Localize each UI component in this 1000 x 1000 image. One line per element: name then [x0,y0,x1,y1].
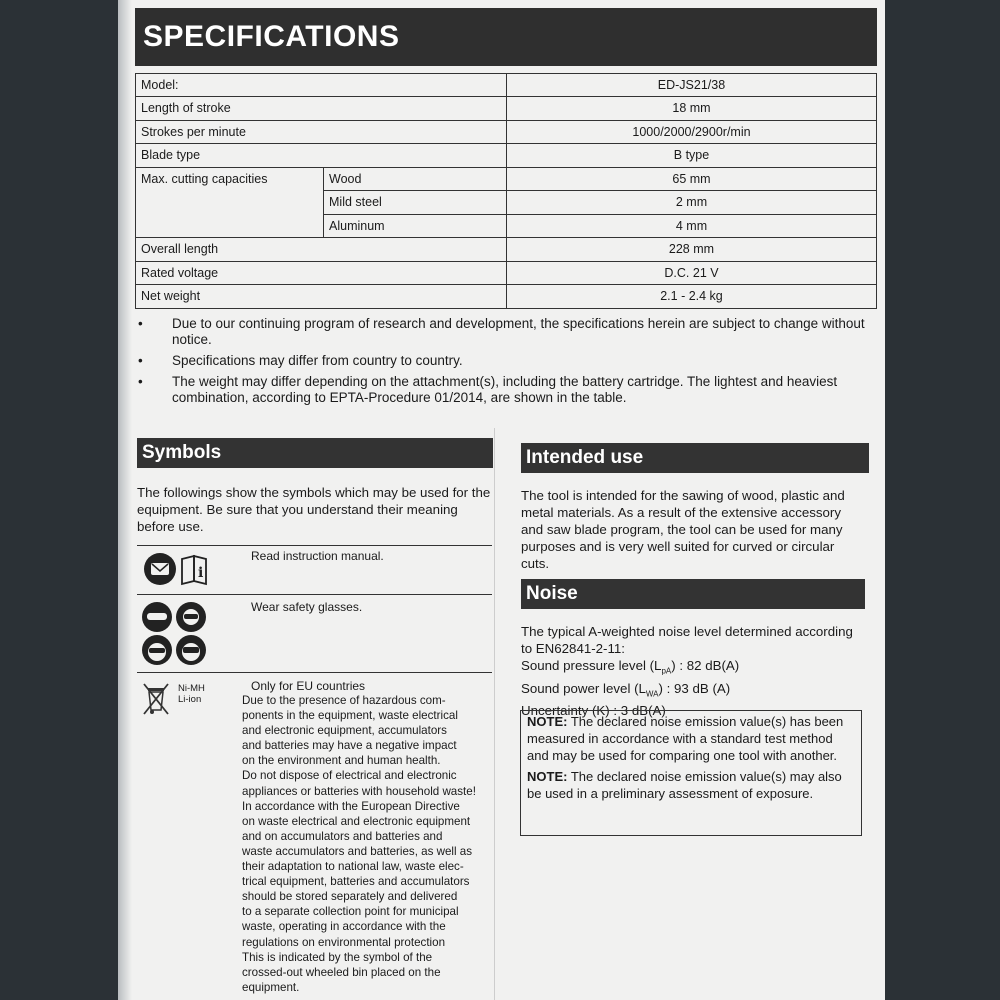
table-cell-label: Strokes per minute [136,120,507,144]
text-line: In accordance with the European Directive [242,799,460,813]
note-text: The declared noise emission value(s) has been measured in accordance with a standard test method and may be used for comparing one tool with another. [527,714,844,763]
spec-notes [138,316,868,411]
bullet: • [138,374,143,389]
text-part: ) : 82 dB(A) [671,658,740,673]
note-label: NOTE: [527,714,568,729]
text-line: ponents in the equipment, waste electrical [242,709,458,723]
text-line: Due to the presence of hazardous com- [242,694,446,707]
text-line: Do not dispose of electrical and electronic [242,769,457,783]
table-cell-value: 18 mm [506,97,876,121]
table-cell-sublabel: Mild steel [324,191,507,215]
note-text: The weight may differ depending on the attachment(s), including the battery cartridge. The lightest and heaviest combination, according to EPTA-Procedure 01/2014, are shown in the table. [172,374,838,405]
battery-label: Ni-MH [178,683,205,694]
noise-note-box [520,710,862,836]
bullet: • [138,316,143,331]
text-line: their adaptation to national law, waste elec- [242,860,464,874]
subscript: pA [661,666,672,676]
text-line: waste, operating in accordance with the [242,920,446,934]
table-cell-label: Net weight [136,285,507,309]
table-row [136,74,877,97]
text-line: waste accumulators and batteries, as well as [242,844,473,858]
table-cell-value: ED-JS21/38 [506,74,876,97]
battery-label: Li-ion [178,694,202,705]
table-cell-value: 65 mm [506,167,876,191]
uncertainty: Uncertainty (K) : 3 dB(A) [521,703,666,719]
table-cell-value: 2.1 - 2.4 kg [506,285,876,309]
list-item [138,316,868,348]
battery-type-labels [178,683,205,705]
intended-use-heading [521,443,869,473]
sound-power-level [521,680,861,703]
divider [137,545,492,546]
note-2 [527,768,855,802]
bullet: • [138,353,143,368]
table-row [136,238,877,262]
symbols-intro: The followings show the symbols which may be used for the equipment. Be sure that you understand their meaning before use. [137,485,491,534]
text-line: and on accumulators and batteries and [242,829,443,843]
divider [137,672,492,673]
sound-pressure-level [521,657,861,680]
text-line: and electronic equipment, accumulators [242,724,447,738]
noise-section [521,623,861,719]
noise-heading-text: Noise [526,583,578,604]
table-cell-label: Overall length [136,238,507,262]
intended-use-text: The tool is intended for the sawing of wood, plastic and metal materials. As a result of the extensive accessory and saw blade program, the tool can be used for many purposes and is very well suited for curved or circular cuts. [521,488,845,571]
note-text: Due to our continuing program of research and development, the specifications herein are subject to change without notice. [172,316,865,347]
table-cell-label: Rated voltage [136,261,507,285]
table-cell-value: 4 mm [506,214,876,238]
note-label: NOTE: [527,769,568,784]
symbols-heading [137,438,493,468]
text-line: appliances or batteries with household waste! [242,784,476,798]
text-part: Sound pressure level (L [521,658,662,673]
specifications-banner [135,8,877,66]
table-row [136,120,877,144]
noise-heading [521,579,865,609]
text-part: ) : 93 dB (A) [658,680,731,696]
eu-only-text: Only for EU countries [251,679,366,693]
table-row [136,144,877,168]
table-cell-label: Model: [136,74,507,97]
text-line: on waste electrical and electronic equipment [242,814,471,828]
table-row [136,97,877,121]
text-line: on the environment and human health. [242,754,441,768]
table-row [136,261,877,285]
text-line: trical equipment, batteries and accumulators [242,875,470,889]
table-row [136,167,877,191]
note-text: Specifications may differ from country to country. [172,353,463,368]
table-cell-label: Length of stroke [136,97,507,121]
specifications-table [135,73,877,309]
list-item [138,353,868,369]
safety-glasses-text: Wear safety glasses. [251,600,363,614]
table-cell-value: 2 mm [506,191,876,215]
eu-disposal-text [242,693,492,995]
safety-glasses-icon [141,601,211,667]
table-cell-value: 1000/2000/2900r/min [506,120,876,144]
noise-intro: The typical A-weighted noise level determined according to EN62841-2-11: [521,624,853,656]
subscript: WA [645,689,659,699]
intended-use-heading-text: Intended use [526,447,644,468]
page-title: SPECIFICATIONS [143,20,400,53]
text-line: crossed-out wheeled bin placed on the [242,965,441,979]
text-line: and batteries may have a negative impact [242,739,457,753]
note-1 [527,713,855,764]
svg-text:i: i [198,565,204,581]
note-text: The declared noise emission value(s) may also be used in a preliminary assessment of exposure. [527,769,842,801]
divider [137,594,492,595]
table-row [136,285,877,309]
text-line: to a separate collection point for municipal [242,905,459,919]
symbols-heading-text: Symbols [142,442,222,463]
text-part: Sound power level (L [521,680,646,696]
list-item [138,374,868,406]
text-line: equipment. [242,980,300,994]
text-line: This is indicated by the symbol of the [242,950,433,964]
table-cell-sublabel: Wood [324,167,507,191]
table-cell-label: Max. cutting capacities [136,167,324,238]
table-cell-value: B type [506,144,876,168]
text-line: should be stored separately and delivered [242,890,458,904]
table-cell-sublabel: Aluminum [324,214,507,238]
text-line: regulations on environmental protection [242,935,446,949]
crossed-bin-icon [142,682,172,716]
read-manual-icon [142,551,222,587]
table-cell-value: 228 mm [506,238,876,262]
table-cell-label: Blade type [136,144,507,168]
read-manual-text: Read instruction manual. [251,549,384,563]
column-divider [494,428,495,1000]
table-cell-value: D.C. 21 V [506,261,876,285]
